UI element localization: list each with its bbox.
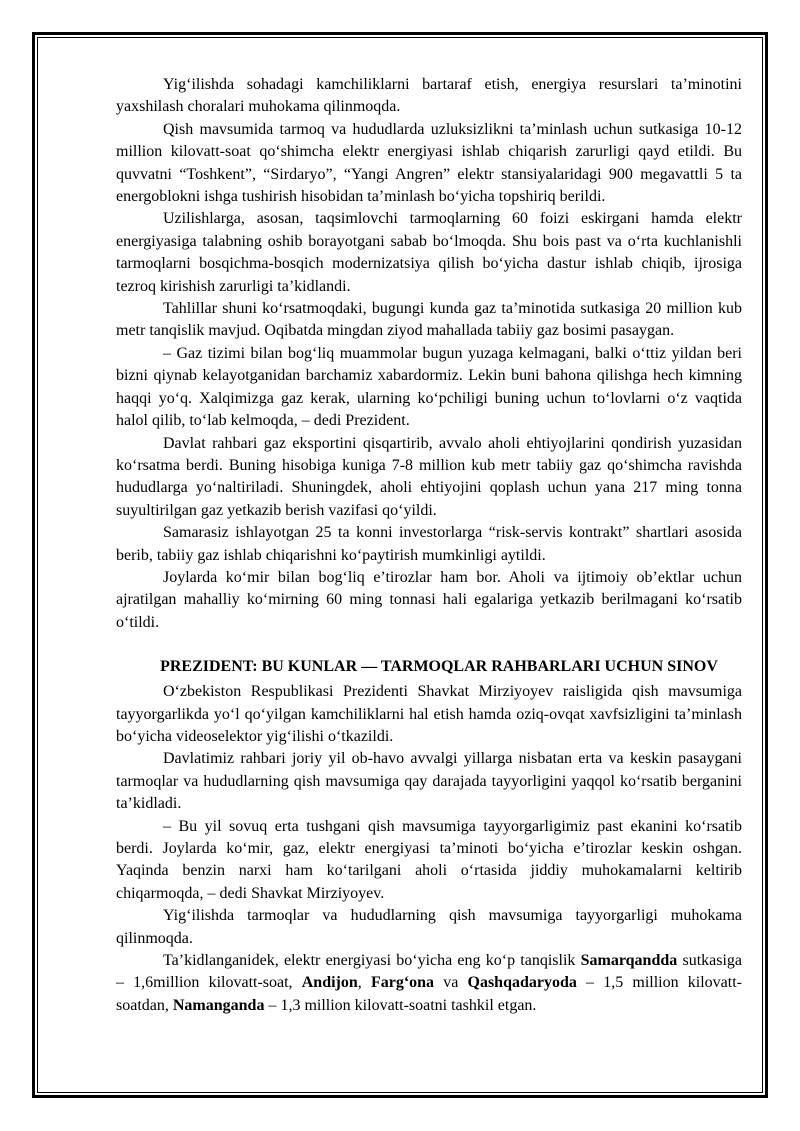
text-run: Ta’kidlanganidek, elektr energiyasi bo‘yicha eng ko‘p tanqislik: [163, 952, 581, 970]
paragraph: Yig‘ilishda sohadagi kamchiliklarni bartaraf etish, energiya resurslari ta’minotini yaxshilash choralari muhokama qilinmoqda.: [116, 76, 742, 116]
bold-region: Andijon: [301, 974, 358, 992]
text-run: ,: [357, 974, 371, 992]
paragraph: – Bu yil sovuq erta tushgani qish mavsumiga tayyorgarligimiz past ekanini ko‘rsatib berdi. Joylarda ko‘mir, gaz, elektr energiyasi ta’minoti bo‘yicha e’tirozlar keskin oshgan. Yaqinda benzin narxi ham ko‘tarilgani aholi o‘rtasida jiddiy muhokamalarni keltirib chiqarmoqda, – dedi Shavkat Mirziyoyev.: [116, 817, 742, 902]
paragraph-last: [116, 950, 742, 1017]
bold-region: Namanganda: [172, 996, 265, 1014]
paragraph: Samarasiz ishlayotgan 25 ta konni investorlarga “risk-servis kontrakt” shartlari asosida berib, tabiiy gaz ishlab chiqarishni ko‘paytirish mumkinligi aytildi.: [116, 524, 742, 564]
paragraph: Davlat rahbari gaz eksportini qisqartirib, avvalo aholi ehtiyojlarini qondirish yuzasidan ko‘rsatma berdi. Buning hisobiga kuniga 7-8 million kub metr tabiiy gaz qo‘shimcha ravishda hududlarga yo‘naltiriladi. Shuningdek, aholi ehtiyojini qoplash uchun yana 217 ming tonna suyultirilgan gaz yetkazib berish vazifasi qo‘yildi.: [116, 434, 742, 519]
paragraph: Qish mavsumida tarmoq va hududlarda uzluksizlikni ta’minlash uchun sutkasiga 10-12 million kilovatt-soat qo‘shimcha elektr energiyasi ishlab chiqarish zarurligi qayd etildi. Bu quvvatni “Toshkent”, “Sirdaryo”, “Yangi Angren” elektr stansiyalaridagi 900 megavattli 5 ta energoblokni ishga tushirish hisobidan ta’minlash bo‘yicha topshiriq berildi.: [116, 120, 742, 206]
text-run: va: [434, 974, 468, 992]
text-run: – 1,5 million kilovatt-soatdan,: [116, 974, 742, 1014]
paragraph: Tahlillar shuni ko‘rsatmoqdaki, bugungi kunda gaz ta’minotida sutkasiga 20 million kub metr tanqislik mavjud. Oqibatda mingdan ziyod mahallada tabiiy gaz bosimi pasaygan.: [116, 300, 742, 340]
paragraph: Davlatimiz rahbari joriy yil ob-havo avvalgi yillarga nisbatan erta va keskin pasaygani tarmoqlar va hududlarning qish mavsumiga qay darajada tayyorligini yaqqol ko‘rsatib berganini ta’kidladi.: [116, 750, 742, 813]
text-run: sutkasiga – 1,6million kilovatt-soat,: [116, 952, 743, 992]
bold-region: Qashqadaryoda: [467, 974, 577, 992]
paragraph: Uzilishlarga, asosan, taqsimlovchi tarmoqlarning 60 foizi eskirgani hamda elektr energiyasiga talabning oshib borayotgani sabab bo‘lmoqda. Shu bois past va o‘rta kuchlanishli tarmoqlarni bosqichma-bosqich modernizatsiya qilish bo‘yicha dastur ishlab chiqib, ijrosiga tezroq kirishish zarurligi ta’kidlandi.: [116, 210, 742, 295]
paragraph: – Gaz tizimi bilan bog‘liq muammolar bugun yuzaga kelmagani, balki o‘ttiz yildan beri bizni qiynab kelayotganidan barchamiz xabardormiz. Lekin buni bahona qilishga hech kimning haqqi yo‘q. Xalqimizga gaz kerak, ularning ko‘pchiligi buning uchun to‘lovlarni o‘z vaqtida halol qilib, to‘lab kelmoqda, – dedi Prezident.: [116, 344, 742, 430]
bold-region: Farg‘ona: [370, 974, 435, 992]
paragraph: Joylarda ko‘mir bilan bog‘liq e’tirozlar ham bor. Aholi va ijtimoiy ob’ektlar uchun ajratilgan mahalliy ko‘mirning 60 ming tonnasi hali egalariga yetkazib berilmagani ko‘rsatib o‘tildi.: [116, 568, 742, 631]
bold-region: Samarqandda: [580, 952, 678, 970]
text-run: – 1,3 million kilovatt-soatni tashkil etgan.: [264, 996, 537, 1014]
section-heading: PREZIDENT: BU KUNLAR — TARMOQLAR RAHBARLARI UCHUN SINOV: [160, 658, 718, 676]
paragraph: Yig‘ilishda tarmoqlar va hududlarning qish mavsumiga tayyorgarligi muhokama qilinmoqda.: [116, 907, 742, 947]
document-body: [116, 74, 742, 1017]
paragraph: O‘zbekiston Respublikasi Prezidenti Shavkat Mirziyoyev raisligida qish mavsumiga tayyorgarlikda yo‘l qo‘yilgan kamchiliklarni hal etish hamda oziq-ovqat xavfsizligini ta’minlash bo‘yicha videoselektor yig‘ilishi o‘tkazildi.: [116, 683, 742, 745]
